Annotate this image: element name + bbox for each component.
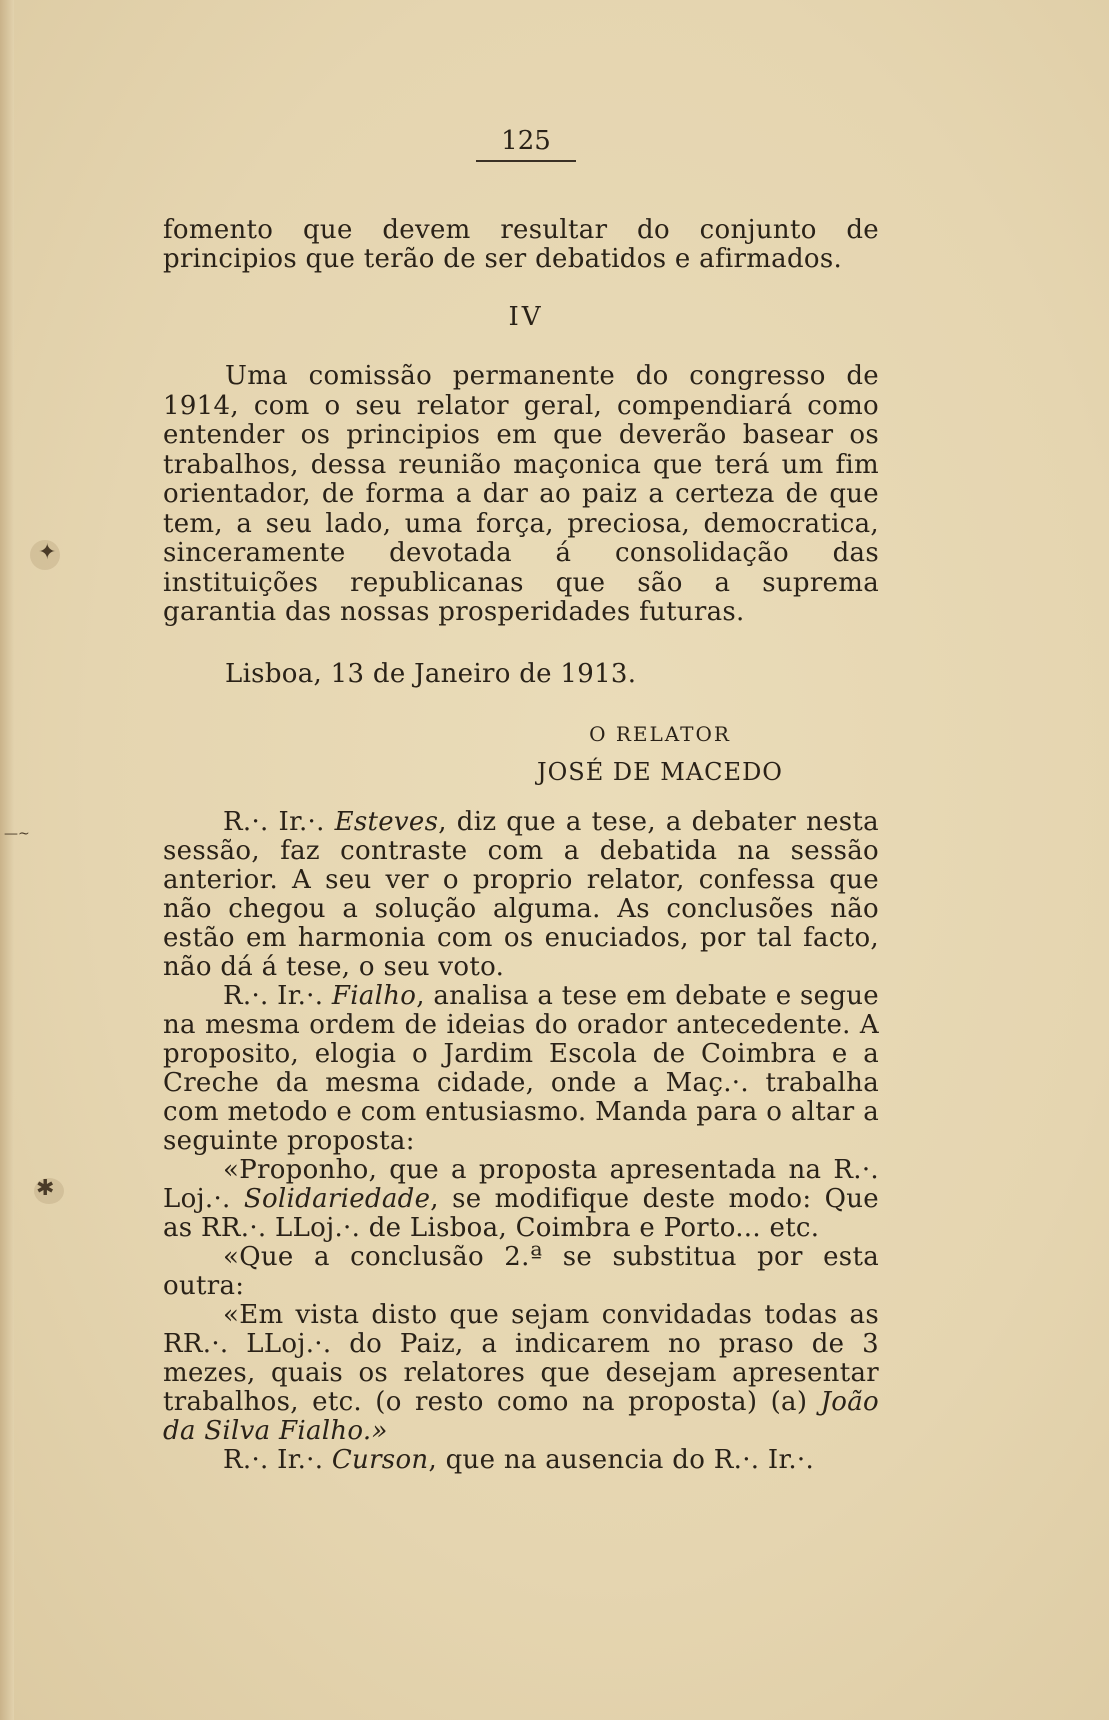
paragraph-commission: Uma comissão permanente do congresso de 1914, com o seu relator geral, compendiará como entender os principios em que deverão basear os trabalhos, dessa reunião maçonica que terá um fim orientador, de forma a dar ao paiz a certeza de que tem, a seu lado, uma força, preciosa, democratica, sinceramente devotada á consolidação das instituições republicanas que são a suprema garantia das nossas prosperidades futuras.	[163, 361, 879, 627]
proposal-quote: «Que a conclusão 2.ª se substitua por esta outra:	[163, 1242, 879, 1301]
date-line: Lisboa, 13 de Janeiro de 1913.	[225, 659, 637, 689]
paragraph-continuation: fomento que devem resultar do conjunto de principios que terão de ser debatidos e afirmados.	[163, 215, 879, 274]
margin-mark-icon: —~	[4, 826, 30, 842]
minutes-entry-fialho: R.·. Ir.·. Fialho, analisa a tese em debate e segue na mesma ordem de ideias do orador antecedente. A proposito, elogia o Jardim Escola de Coimbra e a Creche da mesma cidade, onde a Maç.·. trabalha com metodo e com entusiasmo. Manda para o altar a seguinte proposta:	[163, 981, 879, 1156]
signature-label: O RELATOR	[589, 722, 731, 746]
lodge-name: Solidariedade	[243, 1184, 431, 1214]
meeting-minutes	[163, 808, 879, 1475]
signature-name: JOSÉ DE MACEDO	[537, 758, 783, 786]
minutes-entry-esteves: R.·. Ir.·. Esteves, diz que a tese, a debater nesta sessão, faz contraste com a debatida na sessão anterior. A seu ver o proprio relator, confessa que não chegou a solução alguma. As conclusões não estão em harmonia com os enuciados, por tal facto, não dá á tese, o seu voto.	[163, 807, 879, 982]
page-number-rule	[476, 160, 576, 162]
proposal-signature: João da Silva Fialho.»	[163, 1387, 879, 1446]
section-heading: IV	[508, 302, 544, 332]
margin-mark-icon: ✦	[38, 540, 57, 565]
minutes-entry-curson: R.·. Ir.·. Curson, que na ausencia do R.·. Ir.·.	[223, 1445, 815, 1475]
page-binding-edge	[0, 0, 14, 1720]
speaker-name: Esteves	[334, 807, 439, 837]
proposal-quote: «Proponho, que a proposta apresentada na R.·. Loj.·. Solidariedade, se modifique deste modo: Que as RR.·. LLoj.·. de Lisboa, Coimbra e Porto... etc.	[163, 1155, 879, 1243]
speaker-name: Fialho	[331, 981, 417, 1011]
speaker-name: Curson	[331, 1445, 429, 1475]
proposal-quote: «Em vista disto que sejam convidadas todas as RR.·. LLoj.·. do Paiz, a indicarem no praso de 3 mezes, quais os relatores que desejam apresentar trabalhos, etc. (o resto como na proposta) (a) João da Silva Fialho.»	[163, 1300, 879, 1446]
margin-mark-icon: ✱	[36, 1176, 55, 1201]
page-number: 125	[501, 126, 551, 156]
